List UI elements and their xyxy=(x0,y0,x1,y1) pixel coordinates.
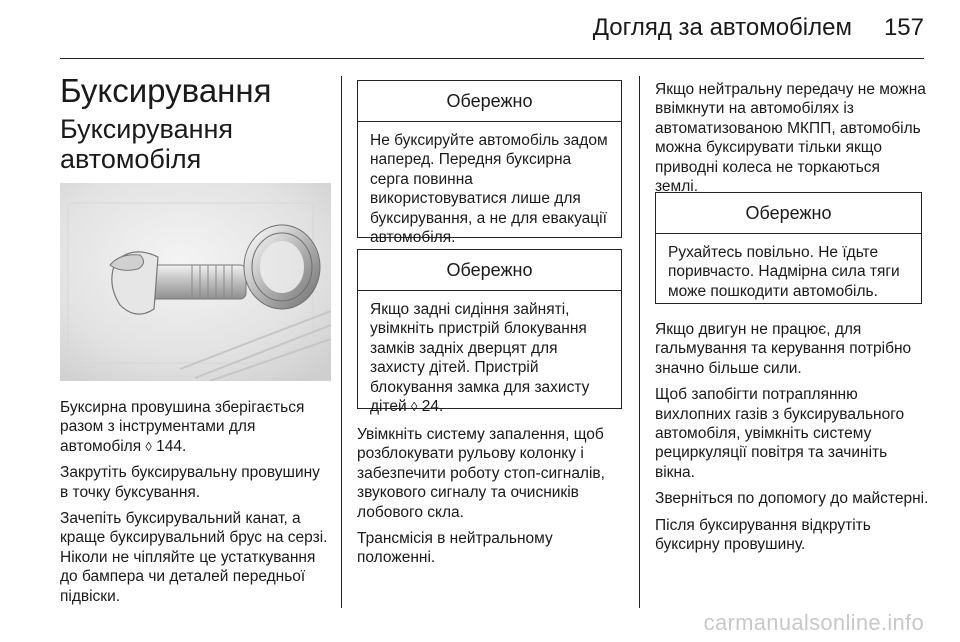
paragraph: Трансмісія в нейтральному положенні. xyxy=(357,530,553,567)
caution-text-container xyxy=(358,291,621,416)
subsection-heading: Буксирування автомобіля xyxy=(60,114,234,174)
caution-title: Обережно xyxy=(656,193,921,234)
paragraph: Закрутіть буксирувальну провушину в точку буксування. xyxy=(60,464,320,501)
paragraph xyxy=(60,398,330,456)
reference-arrow-icon: ◊ xyxy=(411,399,418,415)
reference-arrow-icon: ◊ xyxy=(145,438,152,454)
column-divider-1 xyxy=(341,76,342,608)
paragraph: Зверніться по допомогу до майстерні. xyxy=(655,490,929,508)
column-2-body xyxy=(357,425,625,575)
paragraph: Щоб запобігти потраплянню вихлопних газів з буксирувального автомобіля, увімкніть систему рециркуляції повітря та зачиніть вікна. xyxy=(655,386,905,481)
column-3-body-top xyxy=(655,80,927,203)
page-reference[interactable]: 24. xyxy=(421,398,444,416)
paragraph: Після буксирування відкрутіть буксирну провушину. xyxy=(655,516,871,554)
paragraph: Увімкніть систему запалення, щоб розблокувати рульову колонку і забезпечити роботу стоп-сигналів, звукового сигналу та очисників лобового скла. xyxy=(357,426,605,521)
paragraph-text: Буксирна провушина зберігається разом з інструментами для автомобіля xyxy=(60,399,305,455)
column-3-body xyxy=(655,320,931,561)
header-divider xyxy=(60,58,924,59)
caution-title: Обережно xyxy=(358,81,621,122)
page-reference[interactable]: 144. xyxy=(156,437,187,455)
paragraph: Якщо двигун не працює, для гальмування та керування потрібно значно більше сили. xyxy=(655,321,912,377)
column-1-body xyxy=(60,398,330,613)
chapter-title: Догляд за автомобілем xyxy=(592,14,852,41)
page-number: 157 xyxy=(883,14,924,41)
caution-box-1 xyxy=(357,80,622,247)
paragraph: Зачепіть буксирувальний канат, а краще буксирувальний брус на серзі. Ніколи не чіпляйте це устаткування до бампера чи деталей передньої підвіски. xyxy=(60,510,328,605)
caution-box-2 xyxy=(357,249,622,416)
caution-text: Не буксируйте автомобіль задом наперед. Передня буксирна серга повинна використовуватися лише для буксирування, а не для евакуації автомобіля. xyxy=(370,132,608,247)
caution-title: Обережно xyxy=(358,250,621,291)
caution-text: Якщо задні сидіння зайняті, увімкніть пристрій блокування замків задніх дверцят для захисту дітей. Пристрій блокування замка для захисту дітей xyxy=(370,301,590,416)
caution-box-3 xyxy=(655,192,922,304)
watermark: carmanualsonline.info xyxy=(703,610,924,635)
paragraph: Якщо нейтральну передачу не можна ввімкнути на автомобілях із автоматизованою МКПП, автомобіль можна буксирувати тільки якщо приводні колеса не торкаються землі. xyxy=(655,81,926,196)
page-header xyxy=(0,0,960,62)
section-heading: Буксирування xyxy=(60,72,272,109)
tow-eye-illustration xyxy=(60,183,331,381)
column-divider-2 xyxy=(639,76,640,608)
tow-eye-svg xyxy=(60,183,331,381)
caution-text: Рухайтесь повільно. Не їдьте поривчасто. Надмірна сила тяги може пошкодити автомобіль. xyxy=(668,244,900,300)
